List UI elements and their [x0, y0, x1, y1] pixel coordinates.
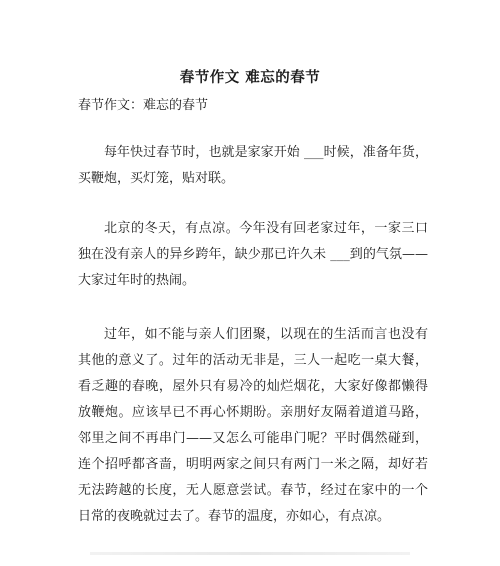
paragraph-3: 过年，如不能与亲人们团聚，以现在的生活而言也没有其他的意义了。过年的活动无非是，三人一起吃一桌大餐，看乏趣的春晚，屋外只有易冷的灿烂烟花，大家好像都懒得放鞭炮。应该早已不再心怀期盼。亲朋好友隔着道道马路，邻里之间不再串门——又怎么可能串门呢？平时偶然碰到，连个招呼都吝啬，明明两家之间只有两门一米之隔，却好若无法跨越的长度，无人愿意尝试。春节，经过在家中的一个日常的夜晚就过去了。春节的温度，亦如心，有点凉。 [78, 327, 428, 524]
footer-divider [90, 552, 410, 555]
paragraph-2: 北京的冬天，有点凉。今年没有回老家过年，一家三口独在没有亲人的异乡跨年，缺少那已许久未 ___到的气氛——大家过年时的热闹。 [78, 221, 428, 288]
paragraph-1: 每年快过春节时，也就是家家开始 ___时候，准备年货，买鞭炮，买灯笼，贴对联。 [78, 145, 428, 186]
document-subtitle: 春节作文：难忘的春节 [78, 98, 209, 113]
document-title: 春节作文 难忘的春节 [179, 69, 321, 86]
